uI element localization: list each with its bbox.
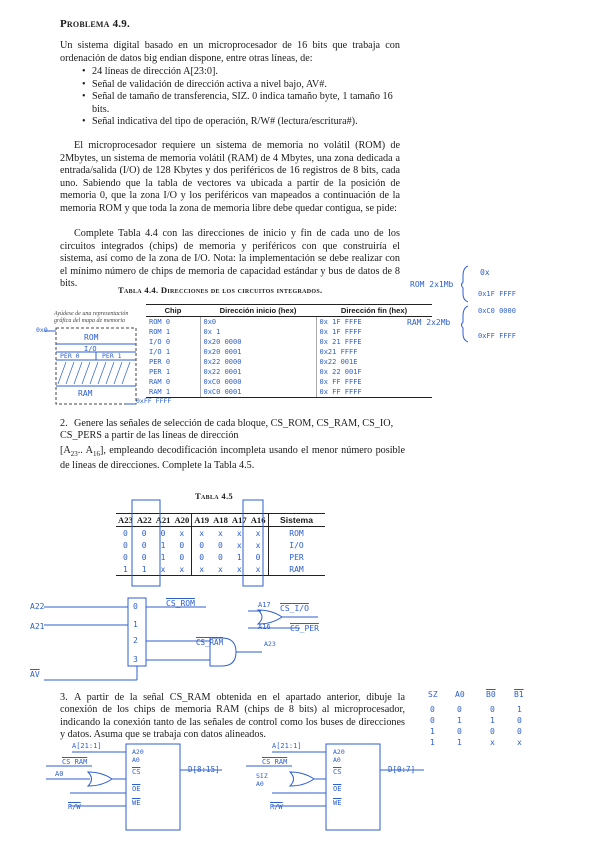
table-4-4-caption: Tabla 4.4. Direcciones de los circuitos integrados. <box>118 285 323 295</box>
left-or-gate <box>88 772 112 786</box>
section-2-text-a: Genere las señales de selección de cada bloque, CS_ROM, CS_RAM, CS_IO, CS_PERS a partir de las líneas de dirección <box>60 418 394 442</box>
decoder-a16: A16 <box>258 623 271 631</box>
table-cell: 0 <box>517 716 522 725</box>
note-ram-start: 0xC0 0000 <box>478 307 516 315</box>
table-cell: 0 <box>179 552 185 562</box>
table-cell: 0x22 0001 <box>200 367 316 377</box>
table-cell: PER 0 <box>146 357 200 367</box>
text-fragment: [A <box>60 445 71 456</box>
problem-title: Problema 4.9. <box>60 18 130 30</box>
table-cell: ROM 0 <box>146 317 200 328</box>
table-cell: 0 <box>122 552 128 562</box>
problem-paragraph-2: El microprocesador requiere un sistema de memoria no volátil (ROM) de 2Mbytes, un sistema de memoria volátil (RAM) de 4 Mbytes, una zona dedicada a entrada/salida (I/O) de 128 Kbytes y dos periféricos de 16 registros de 8 bits, cada uno. Sabiendo que la tabla de vectores va ubicada a partir de la posición de memoria 0, que la zona I/O y los periféricos van mapeados a continuación de la memoria ROM y que toda la zona de memoria libre debe quedar contigua, se pide: <box>60 140 400 214</box>
highlight-a22-a21 <box>132 500 160 586</box>
decoder-input-a22: A22 <box>30 602 45 611</box>
gate-output-cs-per: CS_PER <box>290 624 319 633</box>
memory-map-caption: Ayúdese de una representación gráfica del mapa de memoria <box>54 311 129 324</box>
or-gate <box>258 610 282 624</box>
chip-left-addr-bus: A[21:1] <box>72 742 102 750</box>
highlight-a17-a16 <box>243 500 263 586</box>
table-4-5-caption: Tabla 4.5 <box>195 491 233 501</box>
table-cell: 0x0 <box>200 317 316 328</box>
table-cell: x <box>172 563 191 576</box>
table-cell: RAM 1 <box>146 387 200 398</box>
section-3-body: A partir de la señal CS_RAM obtenida en el apartado anterior, dibuje la conexión de los chips de memoria RAM (chips de 8 bits) al microprocesador, indicando la conexión tanto de las señales de control como los buses de direcciones y datos. Asuma que se trabaja con datos alineados. <box>60 692 405 741</box>
problem-paragraph-3: Complete Tabla 4.4 con las direcciones de inicio y fin de cada uno de los circuitos integrados (chips) de memoria y periféricos con que construiría el sistema, así como de la zona de I/O. Nota: la implementación se debe realizar con el mínimo número de chips de memoria de capacidad estándar y bus de datos de 8 bits. <box>60 228 400 290</box>
note-rom-size: ROM 2x1Mb <box>410 280 454 289</box>
chip-right-pin-cs: $\overline{CS}$ <box>333 768 342 776</box>
right-or-gate <box>290 772 314 786</box>
table-cell: 0xC0 0000 <box>200 377 316 387</box>
list-item: • Señal de validación de dirección activa a nivel bajo, AV#. <box>60 79 400 92</box>
table-cell: 0 <box>122 528 128 538</box>
table-cell: 0 <box>490 705 495 714</box>
table-cell: 0 <box>141 528 147 538</box>
map-end-label: 0xFF FFFF <box>136 397 172 405</box>
table-cell: 0 <box>490 727 495 736</box>
table-cell: 0 <box>457 727 462 736</box>
table-cell: x <box>192 563 211 576</box>
table-cell: x <box>255 528 261 538</box>
section-number: 2. <box>60 418 68 429</box>
map-per1-label: PER 1 <box>102 352 122 360</box>
decoder-box <box>128 598 146 666</box>
list-item: • Señal indicativa del tipo de operación, R/W# (lectura/escritura#). <box>60 116 400 129</box>
table-cell: x <box>236 528 242 538</box>
note-ram-end: 0xFF FFFF <box>478 332 516 340</box>
gate-output-cs-io: CS_I/O <box>280 604 309 613</box>
decoder-pin-3: 3 <box>133 655 138 664</box>
table-cell: 1 <box>517 705 522 714</box>
table-cell: 0x FF FFFE <box>319 378 362 386</box>
table-cell: x <box>249 563 268 576</box>
table-cell: 1 <box>160 540 166 550</box>
column-header: A19 <box>192 514 211 527</box>
column-header: A22 <box>136 515 152 525</box>
decoder-ram-note: A23 <box>264 640 276 648</box>
chip-right-cs-ram: CS_RAM <box>262 758 288 766</box>
map-per0-label: PER 0 <box>60 352 80 360</box>
note-rom-end: 0x1F FFFF <box>478 290 516 298</box>
decoder-output-cs-ram: CS_RAM <box>196 638 224 647</box>
table-cell: 0 <box>141 552 147 562</box>
table-cell: 0xC0 0001 <box>200 387 316 398</box>
table-cell: 0x 22 001F <box>319 368 362 376</box>
table-cell: 0 <box>141 540 147 550</box>
table-cell: 0 <box>430 716 435 725</box>
list-item: • 24 líneas de dirección A[23:0]. <box>60 66 400 79</box>
section-number: 3. <box>60 692 68 703</box>
column-header: A23 <box>118 515 133 525</box>
table-cell: 0 <box>179 540 185 550</box>
chip-left-pin-a0: A0 <box>132 756 140 764</box>
table-cell: 1 <box>457 738 462 747</box>
chip-right-pin-a20: A20 <box>333 748 345 756</box>
truth-header-sz: SZ <box>428 690 438 699</box>
chip-right-addr-bus: A[21:1] <box>272 742 302 750</box>
brace-rom <box>462 266 469 302</box>
table-cell: 0x 1 <box>200 327 316 337</box>
table-cell: 0 <box>192 539 211 551</box>
decoder-pin-2: 2 <box>133 636 138 645</box>
chip-right-pin-we: $\overline{WE}$ <box>333 799 342 807</box>
table-cell: x <box>211 563 230 576</box>
map-rom-label: ROM <box>84 333 99 342</box>
decoder-a17: A17 <box>258 601 271 609</box>
brace-ram <box>462 306 469 342</box>
table-cell: 0 <box>122 540 128 550</box>
note-ram-size: RAM 2x2Mb <box>407 318 451 327</box>
chip-left-pin-oe: $\overline{OE}$ <box>132 785 141 793</box>
and-gate <box>210 638 236 666</box>
table-cell: I/O 0 <box>146 337 200 347</box>
table-cell: 0x20 0000 <box>200 337 316 347</box>
table-cell: 0x 21 FFFE <box>319 338 362 346</box>
column-header: A16 <box>249 514 268 527</box>
ram-chip-left <box>126 744 180 830</box>
chip-right-a0: A0 <box>256 780 264 788</box>
table-cell: I/O <box>268 539 325 551</box>
map-ram-label: RAM <box>78 389 93 398</box>
column-header: A17 <box>231 515 247 525</box>
column-header: A21 <box>155 515 171 525</box>
column-header: Chip <box>146 305 200 317</box>
table-cell: 1 <box>430 738 435 747</box>
table-cell: 0 <box>430 705 435 714</box>
text-fragment: 16 <box>92 450 100 459</box>
table-cell: 1 <box>490 716 495 725</box>
table-cell: 0x 1F FFFF <box>319 328 362 336</box>
column-header: A18 <box>213 515 228 525</box>
table-cell: RAM 0 <box>146 377 200 387</box>
table-cell: 0x20 0001 <box>200 347 316 357</box>
table-cell: 0x FF FFFF <box>316 387 432 398</box>
table-cell: 0 <box>192 551 211 563</box>
table-cell: x <box>218 528 223 538</box>
column-header: Dirección inicio (hex) <box>200 305 316 317</box>
decoder-enable-av: $\overline{AV}$ <box>30 670 40 679</box>
chip-right-siz: SIZ <box>256 772 268 780</box>
chip-right-rw: R/W <box>270 803 283 811</box>
memory-map-box <box>56 328 136 404</box>
chip-left-pin-cs: $\overline{CS}$ <box>132 768 141 776</box>
table-cell: 0x 1F FFFE <box>319 318 362 326</box>
chip-left-cs-ram: CS_RAM <box>62 758 88 766</box>
table-cell: x <box>236 540 242 550</box>
table-cell: 0 <box>517 727 522 736</box>
chip-left-data: D[8:15] <box>188 765 220 774</box>
text-fragment: ], empleando decodificación incompleta usando el menor número posible de líneas de direcciones. Complete la Tabla 4.5. <box>60 445 405 472</box>
ram-chip-right <box>326 744 380 830</box>
table-cell: 1 <box>430 727 435 736</box>
table-cell: x <box>192 527 211 540</box>
column-header: Sistema <box>268 514 325 527</box>
column-header: A20 <box>172 514 191 527</box>
table-cell: 0 <box>255 552 261 562</box>
text-fragment: 23 <box>70 450 78 459</box>
table-cell: x <box>255 540 261 550</box>
table-cell: x <box>230 563 249 576</box>
problem-intro: Un sistema digital basado en un microprocesador de 16 bits que trabaja con ordenación de datos big endian dispone, entre otras líneas, de: <box>60 40 400 64</box>
chip-left-rw: R/W <box>68 803 81 811</box>
map-io-label: I/O <box>84 345 97 353</box>
decoder-pin-0: 0 <box>133 602 138 611</box>
table-cell: 0x22 001E <box>319 358 358 366</box>
chip-left-a0: A0 <box>55 770 64 778</box>
decoder-pin-1: 1 <box>133 620 138 629</box>
table-cell: RAM <box>268 563 325 576</box>
list-item: • Señal de tamaño de transferencia, SIZ. 0 indica tamaño byte, 1 tamaño 16 bits. <box>60 91 400 116</box>
table-cell: PER 1 <box>146 367 200 377</box>
table-cell: 0 <box>457 705 462 714</box>
table-cell: PER <box>268 551 325 563</box>
table-cell: 1 <box>116 563 135 576</box>
table-cell: ROM <box>268 527 325 540</box>
table-cell: 0x21 FFFF <box>319 348 358 356</box>
truth-header-a0: A0 <box>455 690 465 699</box>
table-cell: x <box>154 563 173 576</box>
table-cell: 0x22 0000 <box>200 357 316 367</box>
table-cell: x <box>179 528 185 538</box>
table-cell: ROM 1 <box>146 327 200 337</box>
chip-right-pin-oe: $\overline{OE}$ <box>333 785 342 793</box>
truth-header-b1: B1 <box>514 690 524 699</box>
table-cell: 1 <box>160 552 166 562</box>
map-hatch <box>58 362 130 384</box>
decoder-output-cs-rom: CS_ROM <box>166 599 195 608</box>
text-fragment: .. A <box>77 445 93 456</box>
chip-left-pin-a20: A20 <box>132 748 144 756</box>
table-cell: x <box>490 738 495 747</box>
decoder-input-a21: A21 <box>30 622 45 631</box>
map-start-label: 0x0 <box>36 326 48 334</box>
chip-right-pin-a0: A0 <box>333 756 341 764</box>
table-cell: 1 <box>457 716 462 725</box>
table-cell: 1 <box>135 563 154 576</box>
table-cell: 1 <box>236 552 242 562</box>
table-cell: 0 <box>218 552 223 562</box>
chip-left-pin-we: $\overline{WE}$ <box>132 799 141 807</box>
column-header: Dirección fin (hex) <box>316 305 432 317</box>
truth-header-b0: B0 <box>486 690 496 699</box>
note-rom-start: 0x <box>480 268 490 277</box>
chip-right-data: D[0:7] <box>388 765 416 774</box>
table-cell: 0 <box>160 528 166 538</box>
table-cell: I/O 1 <box>146 347 200 357</box>
table-cell: x <box>517 738 522 747</box>
table-cell: 0 <box>218 540 223 550</box>
